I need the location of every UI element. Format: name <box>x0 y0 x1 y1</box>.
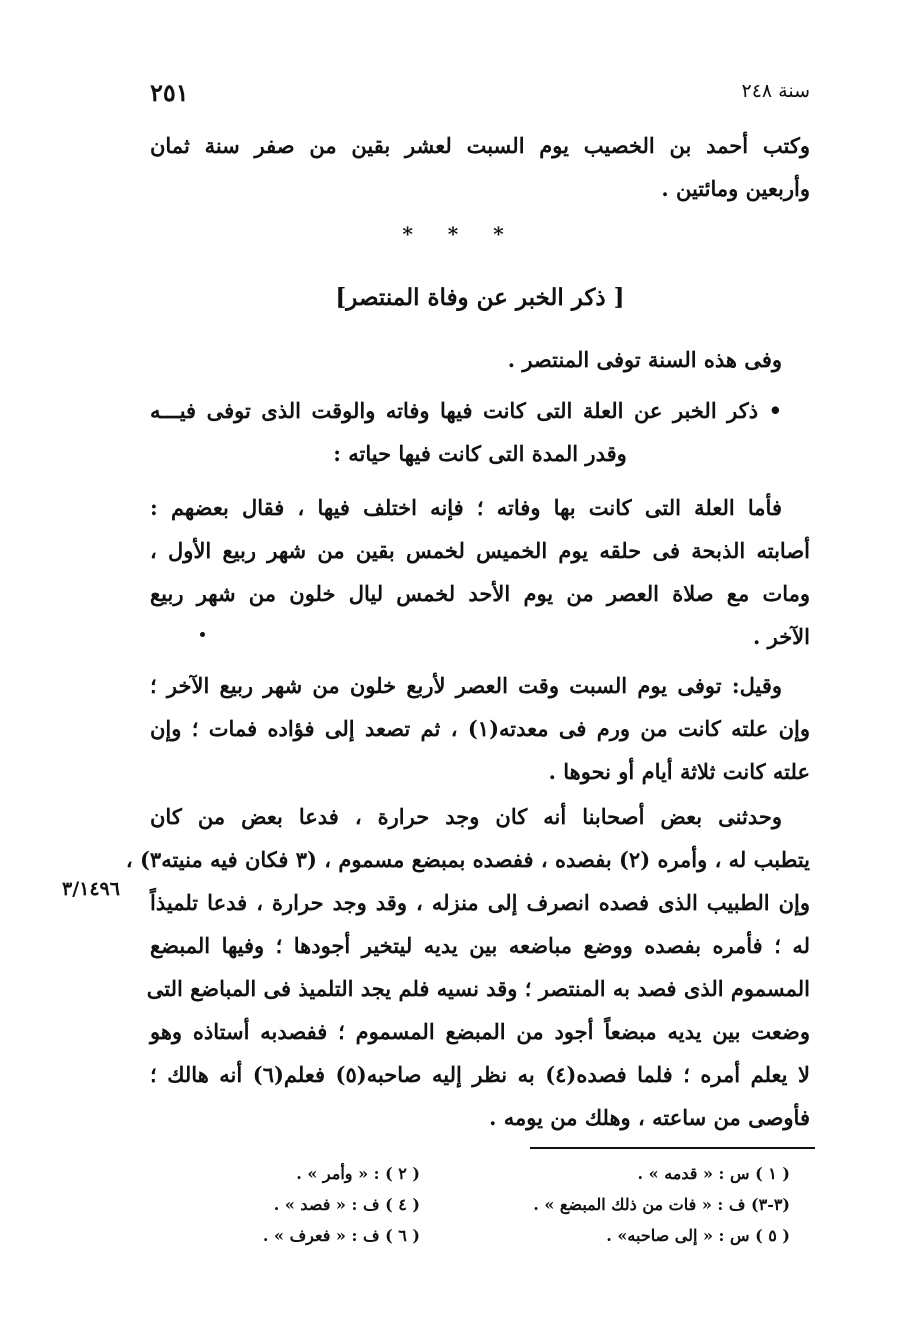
text-line: وقيل: توفى يوم السبت وقت العصر لأربع خلون من شهر ربيع الآخر ؛ <box>150 673 782 698</box>
paragraph-3 <box>150 486 810 658</box>
section-separator: * * * <box>402 222 518 246</box>
text-line: وضعت بين يديه مبضعاً أجود من المبضع المسموم ؛ ففصدبه أستاذه وهو <box>150 1019 810 1044</box>
paragraph-4 <box>150 664 810 793</box>
paragraph-5 <box>125 795 811 1139</box>
text-line: فأما العلة التى كانت بها وفاته ؛ فإنه اختلف فيها ، فقال بعضهم : <box>150 495 782 520</box>
footnote-divider <box>530 1147 815 1149</box>
footnote: ( ٤ ) ف : « فصد » . <box>273 1195 420 1214</box>
margin-reference: ٣/١٤٩٦ <box>62 878 120 900</box>
ink-dot <box>200 632 205 637</box>
footnote: ( ٢ ) : « وأمر » . <box>296 1164 420 1183</box>
text-line: يتطبب له ، وأمره (٢) بفصده ، ففصده بمبضع مسموم ، (٣ فكان فيه منيته٣) ، <box>125 847 810 872</box>
page-header <box>150 78 810 110</box>
text-line: وإن علته كانت من ورم فى معدته(١) ، ثم تصعد إلى فؤاده فمات ؛ وإن <box>150 716 810 741</box>
text-line: وكتب أحمد بن الخصيب يوم السبت لعشر بقين من صفر سنة ثمان <box>150 133 810 158</box>
footnote: ( ٦ ) ف : « فعرف » . <box>262 1226 420 1245</box>
text-line: ومات مع صلاة العصر من يوم الأحد لخمس ليال خلون من شهر ربيع <box>150 581 810 606</box>
text-line: لا يعلم أمره ؛ فلما فصده(٤) به نظر إليه صاحبه(٥) فعلم(٦) أنه هالك ؛ <box>150 1062 811 1087</box>
paragraph-2 <box>150 389 810 475</box>
text-line: وأربعين ومائتين . <box>661 176 810 201</box>
footnote-row <box>150 1189 810 1220</box>
text-line: وحدثنى بعض أصحابنا أنه كان وجد حرارة ، فدعا بعض من كان <box>150 804 782 829</box>
text-line: الآخر . <box>752 624 810 649</box>
text-line: له ؛ فأمره بفصده ووضع مباضعه بين يديه ليتخير أجودها ؛ وفيها المبضع <box>150 933 810 958</box>
section-title: [ ذكر الخبر عن وفاة المنتصر] <box>335 284 625 311</box>
footnote: (٣-٣) ف : « فات من ذلك المبضع » . <box>533 1195 790 1214</box>
footnote: ( ١ ) س : « قدمه » . <box>637 1164 790 1183</box>
text-line: وقدر المدة التى كانت فيها حياته : <box>333 441 627 466</box>
footnote-row <box>150 1158 810 1189</box>
text-line: المسموم الذى فصد به المنتصر ؛ وقد نسيه فلم يجد التلميذ فى المباضع التى <box>146 976 810 1001</box>
text-line: فأوصى من ساعته ، وهلك من يومه . <box>489 1105 810 1130</box>
page-number: ٢٥١ <box>150 78 189 107</box>
footnote-row <box>150 1220 810 1251</box>
footnotes <box>150 1158 810 1251</box>
text-line: وفى هذه السنة توفى المنتصر . <box>507 347 782 372</box>
text-line: وإن الطبيب الذى فصده انصرف إلى منزله ، وقد وجد حرارة ، فدعا تلميذاً <box>150 890 811 915</box>
footnote: ( ٥ ) س : « إلى صاحبه» . <box>606 1226 790 1245</box>
paragraph-1 <box>150 338 810 381</box>
text-line: • ذكر الخبر عن العلة التى كانت فيها وفاته والوقت الذى توفى فيـــه <box>150 398 782 423</box>
running-head: سنة ٢٤٨ <box>741 80 810 102</box>
intro-paragraph <box>150 124 810 210</box>
text-line: علته كانت ثلاثة أيام أو نحوها . <box>548 759 810 784</box>
text-line: أصابته الذبحة فى حلقه يوم الخميس لخمس بقين من شهر ربيع الأول ، <box>150 538 810 563</box>
